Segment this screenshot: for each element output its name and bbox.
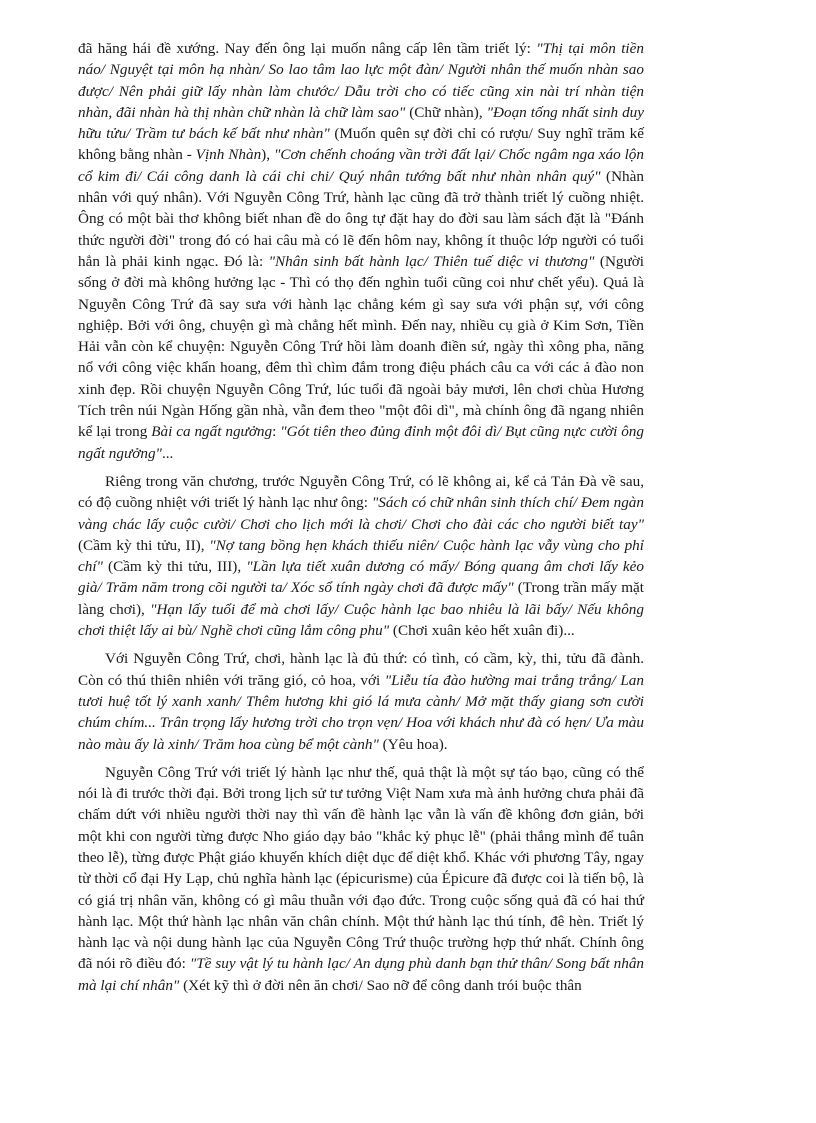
- quoted-verse: "Lần lựa tiết xuân dương có mấy/ Bóng quang âm chơi lấy kẻo già/ Trăm năm trong cõi người ta/ Xóc sổ tính ngày chơi đã được mấy": [78, 558, 644, 597]
- text-run: Với Nguyễn Công Trứ, chơi, hành lạc là đủ thứ: có tình, có cầm, kỳ, thi, tửu đã đành. Còn có thú thiên nhiên với trăng gió, cỏ hoa, với: [78, 650, 644, 689]
- text-run: (Cầm kỳ thi tửu, II),: [78, 536, 210, 554]
- quoted-verse: Bài ca ngất ngưởng: [151, 423, 273, 441]
- quoted-verse: "Gót tiên theo đủng đỉnh một đôi dì/ Bụt cũng nực cười ông ngất ngưởng": [78, 423, 644, 462]
- text-run: (Cầm kỳ thi tửu, III),: [102, 558, 247, 576]
- quoted-verse: "Hạn lấy tuổi để mà chơi lấy/ Cuộc hành lạc bao nhiêu là lãi bấy/ Nếu không chơi thiệt lấy ai bù/ Nghề chơi cũng lắm công phu": [78, 600, 644, 640]
- quoted-verse: "Tề suy vật lý tu hành lạc/ An dụng phù danh bạn thử thân/ Song bất nhân mà lại chí nhân": [78, 955, 645, 994]
- quoted-verse: "Nợ tang bồng hẹn khách thiếu niên/ Cuộc hành lạc vẫy vùng cho phỉ chí": [78, 536, 644, 576]
- quoted-verse: "Liễu tía đào hường mai trắng trắng/ Lan tươi huệ tốt lý xanh xanh/ Thêm hương khi gió lá mưa cành/ Mở mặt thấy giang sơn cười chúm chím... Trân trọng lấy hương trời cho trọn vẹn/ Hoa với khách như đà có hẹn/ Ưa màu nào màu ấy là xinh/ Trăm hoa cùng bể một cành": [78, 671, 644, 753]
- quoted-verse: "Nhân sinh bất hành lạc/ Thiên tuế diệc vi thương": [268, 252, 595, 270]
- text-run: (Trong trần mấy mặt làng chơi),: [78, 579, 644, 618]
- text-run: Nguyễn Công Trứ với triết lý hành lạc như thế, quả thật là một sự táo bạo, cũng có thể nói là đi trước thời đại. Bởi trong lịch sử tư tưởng Việt Nam xưa mà ảnh hưởng chưa phải đã chấm dứt với nhiều người thời nay thì vấn đề hành lạc vẫn là vấn đề không đơn giản, bởi một khi con người từng được Nho giáo dạy bảo "khắc kỷ phục lễ" (phải thắng mình để tuân theo lễ), từng được Phật giáo khuyến khích diệt dục để diệt khổ. Khác với phương Tây, ngay từ thời cổ đại Hy Lạp, chủ nghĩa hành lạc (épicurisme) của Épicure đã được coi là tiến bộ, là có giá trị nhân văn, không có gì mâu thuẫn với đạo đức. Trong cuộc sống quả đã có hai thứ hành lạc. Một thứ hành lạc nhân văn chân chính. Một thứ hành lạc thú tính, đê hèn. Triết lý hành lạc và nội dung hành lạc của Nguyễn Công Trứ thuộc trường hợp thứ nhất. Chính ông đã nói rõ điều đó:: [78, 763, 644, 973]
- paragraph: [78, 648, 644, 754]
- text-run: (Người sống ở đời mà không hưởng lạc - Thì có thọ đến nghìn tuổi cũng coi như chết yểu). Quả là Nguyễn Công Trứ đã say sưa với hành lạc chẳng kém gì say sưa với phận sự, với công nghiệp. Bởi với ông, chuyện gì mà chẳng hết mình. Đến nay, nhiều cụ già ở Kim Sơn, Tiền Hải vẫn còn kể chuyện: Nguyễn Công Trứ hồi làm doanh điền sứ, ngày thì xông pha, năng nổ với công việc khẩn hoang, đêm thì chìm đắm trong điệu phách câu ca với các ả đào non xinh đẹp. Rồi chuyện Nguyễn Công Trứ, lúc tuổi đã ngoài bảy mươi, lên chơi chùa Hương Tích trên núi Ngàn Hống gần nhà, vẫn đem theo "một đôi dì", mà chính ông đã ngang nhiên kể lại trong: [78, 252, 644, 441]
- text-run: (Chơi xuân kẻo hết xuân đi)...: [389, 622, 575, 640]
- text-run: (Chữ nhàn),: [405, 103, 487, 121]
- text-run: Riêng trong văn chương, trước Nguyễn Công Trứ, có lẽ không ai, kể cả Tản Đà về sau, có độ cuồng nhiệt với triết lý hành lạc như ông:: [78, 472, 644, 512]
- text-run: (Yêu hoa).: [378, 735, 448, 753]
- text-run: (Xét kỹ thì ở đời nên ăn chơi/ Sao nỡ để công danh trói buộc thân: [179, 976, 582, 994]
- text-run: ),: [261, 146, 274, 164]
- quoted-verse: "Sách có chữ nhân sinh thích chí/ Đem ngàn vàng chác lấy cuộc cười/ Chơi cho lịch mới là chơi/ Chơi cho đài các cho người biết tay": [78, 494, 644, 533]
- document-page: [78, 38, 644, 1003]
- text-run: đã hăng hái đề xướng. Nay đến ông lại muốn nâng cấp lên tầm triết lý:: [78, 40, 537, 57]
- text-run: :: [272, 423, 281, 441]
- paragraph: [78, 762, 644, 996]
- paragraph: [78, 471, 644, 641]
- quoted-verse: "Thị tại môn tiền náo/ Nguyệt tại môn hạ nhàn/ So lao tâm lao lực một đàn/ Người nhân thế muốn nhàn sao được/ Nên phải giữ lấy nhàn làm chước/ Dẫu trời cho có tiếc cũng xin nài trí nhàn tiện nhàn, đãi nhàn hà thị nhàn chữ nhàn là chữ làm sao": [78, 40, 644, 121]
- quoted-verse: Vịnh Nhàn: [195, 146, 262, 164]
- quoted-verse: "Cơn chếnh choáng vần trời đất lại/ Chốc ngâm nga xáo lộn cổ kim đi/ Cái công danh là cái chi chi/ Quý nhân tướng bất như nhàn nhân quý": [78, 146, 644, 185]
- text-run: ...: [161, 444, 174, 462]
- quoted-verse: "Đoạn tống nhất sinh duy hữu tửu/ Trầm tư bách kế bất như nhàn": [78, 103, 644, 143]
- paragraph: [78, 38, 644, 464]
- text-run: (Muốn quên sự đời chỉ có rượu/ Suy nghĩ trăm kế không bằng nhàn -: [78, 125, 644, 164]
- text-run: (Nhàn nhân với quý nhân). Với Nguyễn Công Trứ, hành lạc cũng đã trở thành triết lý cuồng nhiệt. Ông có một bài thơ không biết nhan đề do ông tự đặt hay do đời sau làm sách đặt là "Đánh thức người đời" trong đó có hai câu mà có lẽ đến hôm nay, không ít thuộc lớp người có tuổi hẳn là phải kinh ngạc. Đó là:: [78, 167, 644, 270]
